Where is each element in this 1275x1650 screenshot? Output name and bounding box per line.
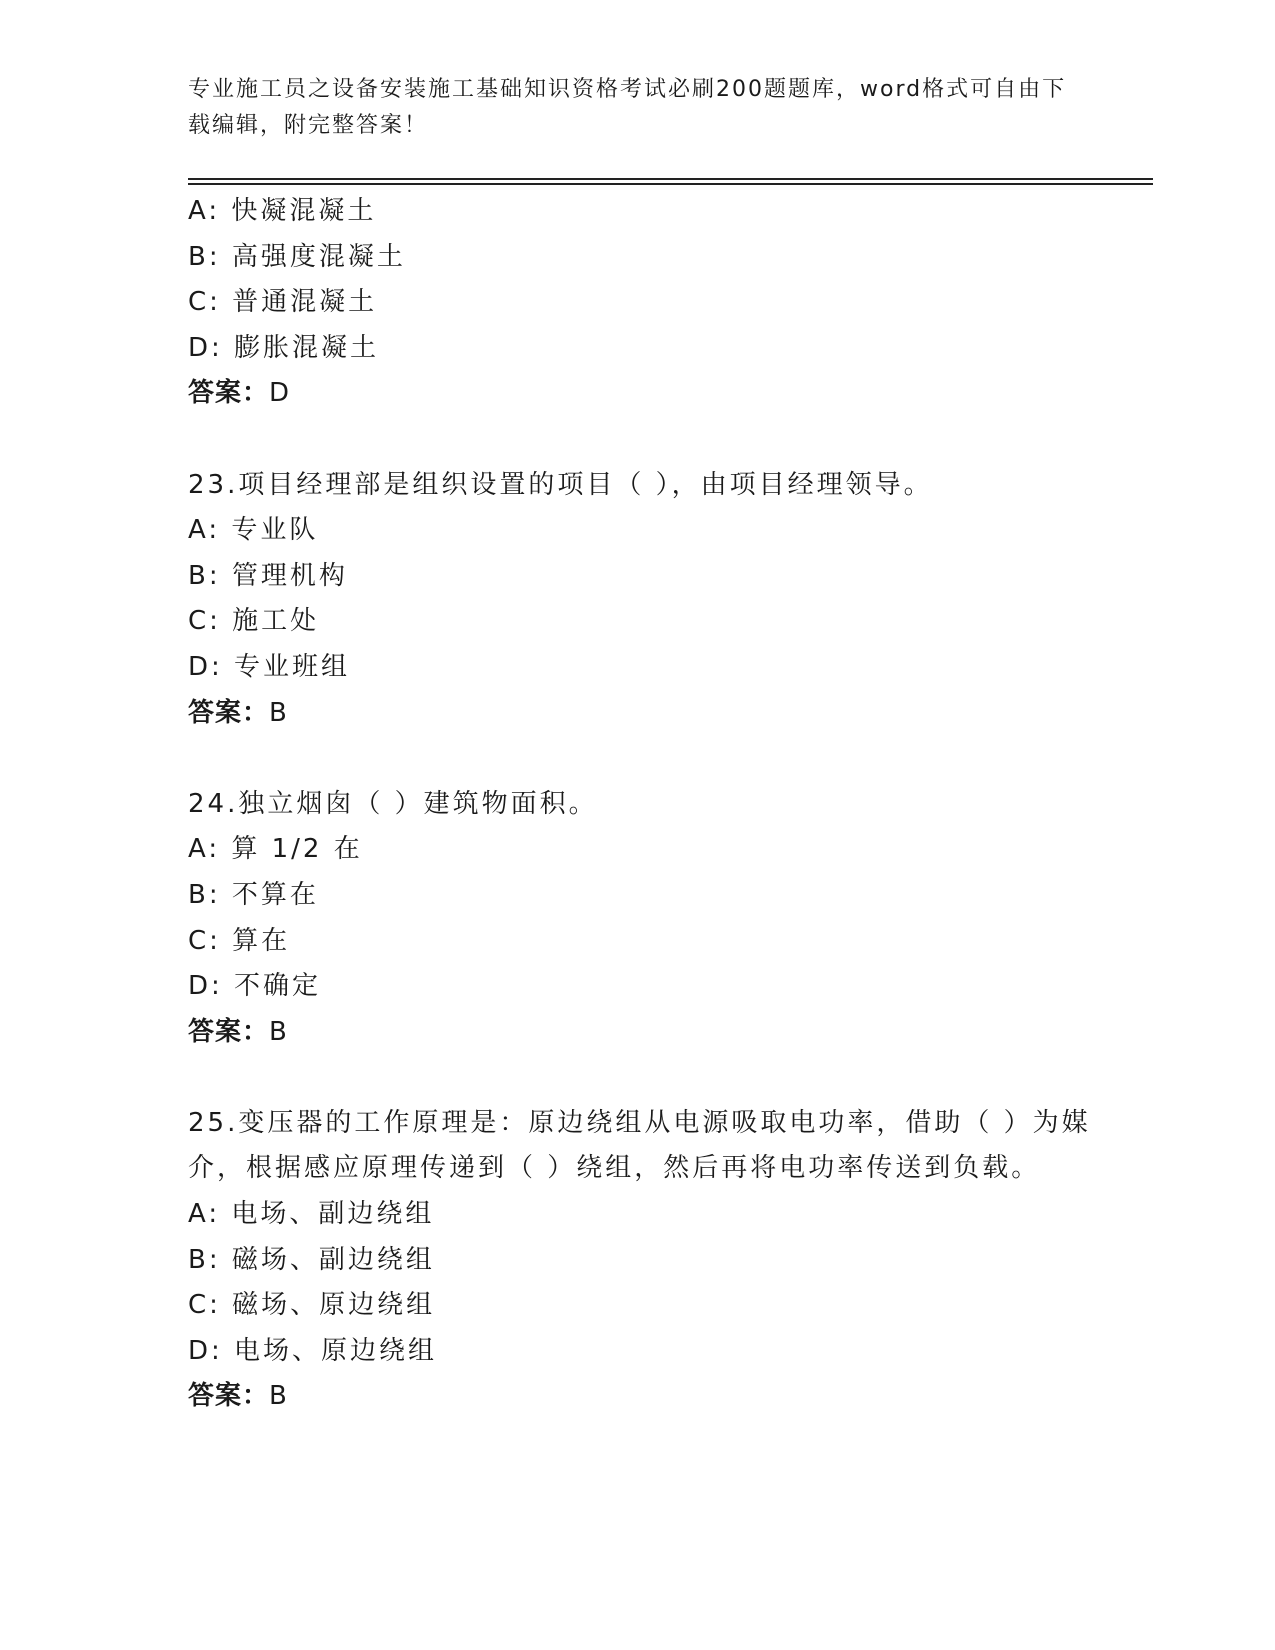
header-divider-top — [188, 178, 1153, 180]
answer-value: B — [269, 1381, 288, 1412]
option-a: A: 快凝混凝土 — [188, 196, 377, 226]
option-d: D: 膨胀混凝土 — [188, 332, 380, 363]
option-d: D: 专业班组 — [188, 651, 351, 682]
question-stem: 23.项目经理部是组织设置的项目（ ），由项目经理领导。 — [188, 469, 933, 500]
answer-label: 答案： — [188, 1381, 270, 1412]
answer-label: 答案： — [188, 378, 270, 409]
option-d: D: 电场、原边绕组 — [188, 1335, 438, 1366]
answer-line — [188, 691, 1148, 737]
option-b: B: 高强度混凝土 — [188, 241, 406, 272]
option-c: C: 算在 — [188, 925, 291, 956]
answer-line — [188, 371, 1148, 417]
question-block — [188, 463, 1148, 737]
option-b: B: 管理机构 — [188, 560, 348, 591]
option-a: A: 算 1/2 在 — [188, 834, 363, 865]
document-title: 专业施工员之设备安装施工基础知识资格考试必刷200题题库，word格式可自由下载编辑，附完整答案！ — [188, 77, 1067, 138]
question-stem: 25.变压器的工作原理是：原边绕组从电源吸取电功率，借助（ ）为媒介，根据感应原理传递到（ ）绕组，然后再将电功率传送到负载。 — [188, 1107, 1091, 1184]
option-d: D: 不确定 — [188, 971, 322, 1002]
header-divider-bottom — [188, 183, 1153, 185]
answer-label: 答案： — [188, 1016, 270, 1047]
question-list — [188, 189, 1148, 1420]
answer-value: B — [269, 697, 288, 728]
option-a: A: 电场、副边绕组 — [188, 1199, 435, 1230]
question-block — [188, 189, 1148, 417]
option-c: C: 普通混凝土 — [188, 287, 378, 318]
answer-label: 答案： — [188, 697, 270, 728]
option-b: B: 磁场、副边绕组 — [188, 1244, 435, 1275]
question-block — [188, 1101, 1148, 1420]
option-c: C: 磁场、原边绕组 — [188, 1290, 436, 1321]
option-b: B: 不算在 — [188, 879, 319, 910]
answer-value: B — [269, 1016, 288, 1047]
option-a: A: 专业队 — [188, 515, 319, 546]
answer-value: D — [269, 378, 291, 409]
option-c: C: 施工处 — [188, 606, 320, 637]
question-block — [188, 782, 1148, 1056]
answer-line — [188, 1010, 1148, 1056]
question-stem: 24.独立烟囱（ ）建筑物面积。 — [188, 788, 598, 819]
answer-line — [188, 1374, 1148, 1420]
